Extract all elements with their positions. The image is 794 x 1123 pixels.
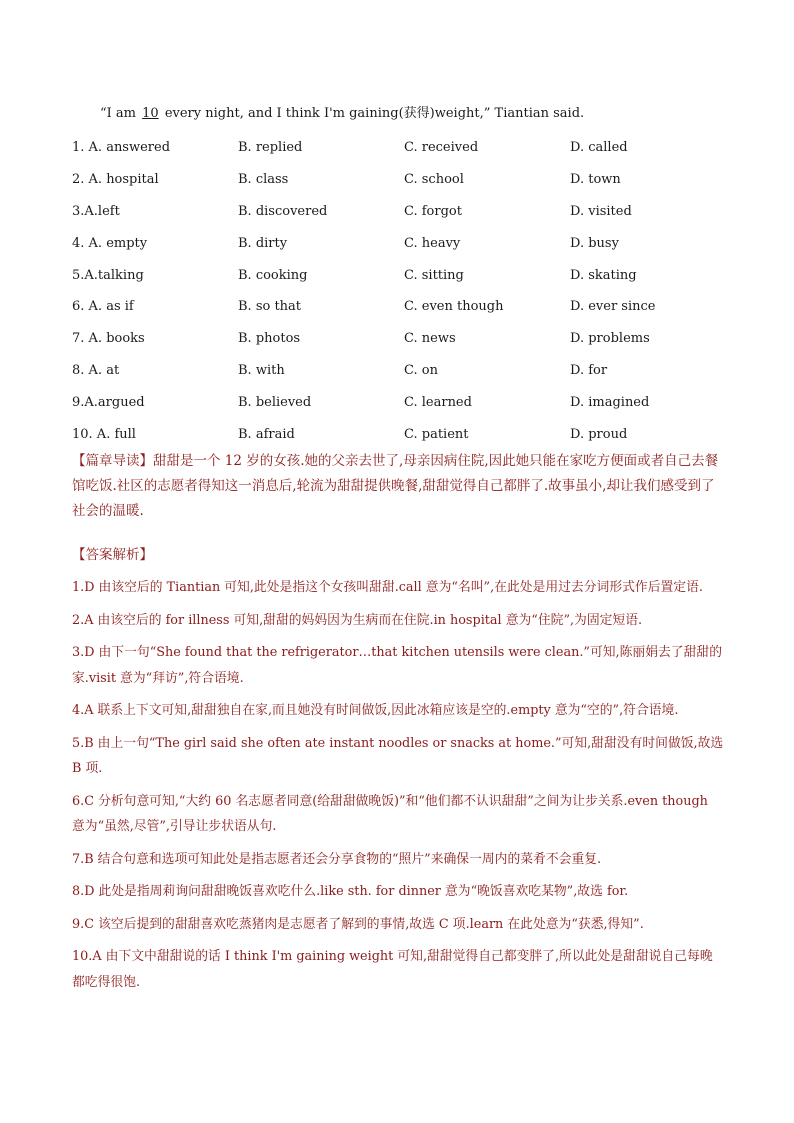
passage-sentence — [100, 102, 584, 121]
option-c: C. learned — [404, 394, 472, 410]
option-b: B. dirty — [238, 235, 288, 251]
guide-text: 甜甜是一个 12 岁的女孩.她的父亲去世了,母亲因病住院,因此她只能在家吃方便面或者自己去餐馆吃饭.社区的志愿者得知这一消息后,轮流为甜甜提供晚餐,甜甜觉得自己都胖了.故事虽小,却让我们感受到了社会的温暖. — [72, 453, 719, 519]
option-b: B. cooking — [238, 267, 308, 283]
option-c: C. even though — [404, 299, 504, 315]
answer-explanations — [72, 575, 724, 995]
explanation-item: 5.B 由上一句“The girl said she often ate instant noodles or snacks at home.”可知,甜甜没有时间做饭,故选 B 项. — [72, 735, 724, 776]
option-b: B. discovered — [238, 203, 328, 219]
option-row — [72, 323, 762, 355]
explanation-item: 4.A 联系上下文可知,甜甜独自在家,而且她没有时间做饭,因此冰箱应该是空的.empty 意为“空的”,符合语境. — [72, 703, 679, 718]
option-d: D. imagined — [570, 394, 650, 410]
option-d: D. visited — [570, 203, 632, 219]
option-d: D. for — [570, 362, 608, 378]
explanation-item: 2.A 由该空后的 for illness 可知,甜甜的妈妈因为生病而在住院.in hospital 意为“住院”,为固定短语. — [72, 612, 643, 628]
option-row — [72, 196, 762, 228]
option-c: C. heavy — [404, 235, 461, 251]
option-row — [72, 418, 762, 450]
option-b: B. believed — [238, 394, 312, 410]
answer-options — [72, 132, 762, 450]
option-row — [72, 259, 762, 291]
option-c: C. sitting — [404, 267, 464, 283]
option-a: 9.A.argued — [72, 394, 145, 410]
option-row — [72, 227, 762, 259]
explanation-item: 6.C 分析句意可知,“大约 60 名志愿者同意(给甜甜做晚饭)”和“他们都不认识甜甜”之间为让步关系.even though 意为“虽然,尽管”,引导让步状语从句. — [72, 793, 708, 834]
explanation-item: 9.C 该空后提到的甜甜喜欢吃蒸猪肉是志愿者了解到的事情,故选 C 项.learn 在此处意为“获悉,得知”. — [72, 916, 644, 932]
option-d: D. skating — [570, 267, 637, 283]
option-a: 5.A.talking — [72, 267, 144, 283]
explanation-item: 3.D 由下一句“She found that the refrigerator…that kitchen utensils were clean.”可知,陈丽娟去了甜甜的家.visit 意为“拜访”,符合语境. — [72, 645, 722, 686]
option-a: 7. A. books — [72, 331, 145, 347]
option-b: B. so that — [238, 299, 302, 315]
option-c: C. news — [404, 331, 456, 347]
option-d: D. busy — [570, 235, 619, 251]
option-d: D. ever since — [570, 299, 656, 315]
explanation-item: 7.B 结合句意和选项可知此处是指志愿者还会分享食物的“照片”来确保一周内的菜肴不会重复. — [72, 851, 602, 867]
option-b: B. afraid — [238, 426, 295, 442]
sentence-end: every night, and I think I'm gaining(获得)weight,” Tiantian said. — [164, 106, 585, 121]
option-b: B. class — [238, 172, 289, 188]
guide-heading: 【篇章导读】 — [72, 453, 153, 469]
answers-heading: 【答案解析】 — [72, 547, 153, 563]
option-c: C. patient — [404, 426, 469, 442]
option-c: C. school — [404, 172, 464, 188]
option-a: 8. A. at — [72, 362, 120, 378]
option-a: 1. A. answered — [72, 140, 171, 156]
option-row — [72, 164, 762, 196]
blank-number: 10 — [142, 106, 159, 121]
option-d: D. town — [570, 172, 621, 188]
explanation-item: 1.D 由该空后的 Tiantian 可知,此处是指这个女孩叫甜甜.call 意为“名叫”,在此处是用过去分词形式作后置定语. — [72, 580, 703, 595]
option-b: B. photos — [238, 331, 301, 347]
passage-guide — [72, 449, 724, 524]
option-row — [72, 291, 762, 323]
option-d: D. called — [570, 140, 628, 156]
option-c: C. forgot — [404, 203, 462, 219]
option-a: 6. A. as if — [72, 299, 134, 315]
option-d: D. proud — [570, 426, 628, 442]
option-d: D. problems — [570, 331, 650, 347]
option-c: C. received — [404, 140, 479, 156]
option-a: 10. A. full — [72, 426, 136, 442]
option-b: B. replied — [238, 140, 303, 156]
option-row — [72, 386, 762, 418]
option-c: C. on — [404, 362, 438, 378]
sentence-start: “I am — [100, 106, 136, 121]
explanation-item: 8.D 此处是指周莉询问甜甜晚饭喜欢吃什么.like sth. for dinner 意为“晚饭喜欢吃某物”,故选 for. — [72, 884, 629, 899]
option-row — [72, 132, 762, 164]
option-a: 3.A.left — [72, 203, 120, 219]
option-a: 4. A. empty — [72, 235, 148, 251]
option-row — [72, 355, 762, 387]
option-a: 2. A. hospital — [72, 172, 159, 188]
explanation-item: 10.A 由下文中甜甜说的话 I think I'm gaining weight 可知,甜甜觉得自己都变胖了,所以此处是甜甜说自己每晚都吃得很饱. — [72, 949, 713, 990]
option-b: B. with — [238, 362, 285, 378]
